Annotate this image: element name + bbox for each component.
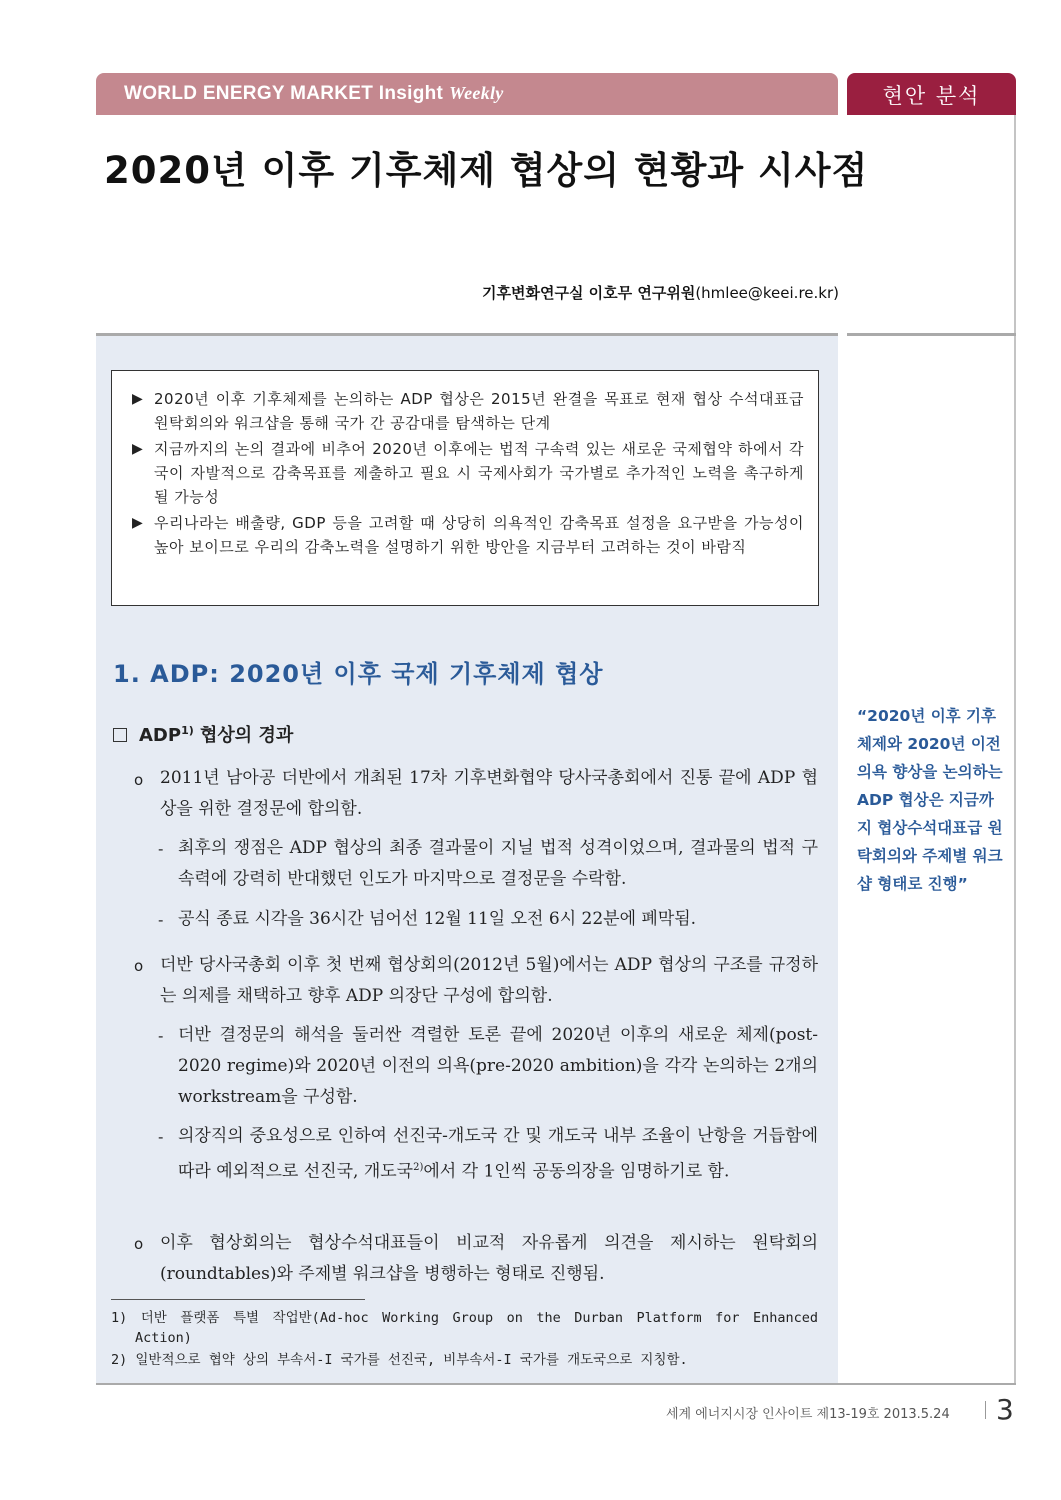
footnote-ref: 2) <box>413 1162 424 1173</box>
sub-paragraph: 공식 종료 시각을 36시간 넘어선 12월 11일 오전 6시 22분에 폐막됨. <box>178 909 697 929</box>
publication-name: WORLD ENERGY MARKET Insight Weekly <box>124 83 504 104</box>
footer-divider <box>985 1401 986 1419</box>
dash-bullet-icon: - <box>158 840 164 858</box>
dash-bullet-icon: - <box>158 911 164 929</box>
paragraph: 이후 협상회의는 협상수석대표들이 비교적 자유롭게 의견을 제시하는 원탁회의(roundtables)와 주제별 워크샵을 병행하는 형태로 진행됨. <box>160 1233 818 1284</box>
circle-bullet-icon: o <box>134 771 144 789</box>
summary-item: ▶ 지금까지의 논의 결과에 비추어 2020년 이후에는 법적 구속력 있는 새로운 국제협약 하에서 각국이 자발적으로 감축목표를 제출하고 필요 시 국제사회가 국가별로 추가적인 노력을 촉구하게 될 가능성 <box>132 437 804 509</box>
paragraph: 2011년 남아공 더반에서 개최된 17차 기후변화협약 당사국총회에서 진통 끝에 ADP 협상을 위한 결정문에 합의함. <box>160 768 818 819</box>
title-separator-side <box>847 333 1016 336</box>
footnote-ref: 1) <box>181 724 194 737</box>
author-name: 기후변화연구실 이호무 연구위원 <box>482 284 696 302</box>
footnote-rule <box>111 1299 365 1300</box>
summary-item: ▶ 우리나라는 배출량, GDP 등을 고려할 때 상당히 의욕적인 감축목표 설정을 요구받을 가능성이 높아 보이므로 우리의 감축노력을 설명하기 위한 방안을 지금부터 고려하는 것이 바람직 <box>132 511 804 559</box>
footnote: 2) 일반적으로 협약 상의 부속서-I 국가를 선진국, 비부속서-I 국가를 개도국으로 지칭함. <box>111 1352 688 1368</box>
circle-bullet-icon: o <box>134 1235 144 1253</box>
footnote: 1) 더반 플랫폼 특별 작업반(Ad-hoc Working Group on the Durban Platform for Enhanced Action) <box>111 1310 818 1346</box>
dash-bullet-icon: - <box>158 1128 164 1146</box>
summary-item: ▶ 2020년 이후 기후체제를 논의하는 ADP 협상은 2015년 완결을 목표로 현재 협상 수석대표급 원탁회의와 워크샵을 통해 국가 간 공감대를 탐색하는 단계 <box>132 387 804 435</box>
summary-box <box>111 370 819 606</box>
footer-text: 세계 에너지시장 인사이트 제13-19호 2013.5.24 <box>666 1407 950 1422</box>
dash-bullet-icon: - <box>158 1027 164 1045</box>
page-title: 2020년 이후 기후체제 협상의 현황과 시사점 <box>104 149 869 192</box>
side-pull-quote: “2020년 이후 기후체제와 2020년 이전 의욕 향상을 논의하는 ADP 협상은 지금까지 협상수석대표급 원탁회의와 주제별 워크샵 형태로 진행” <box>857 707 1003 893</box>
circle-bullet-icon: o <box>134 957 144 975</box>
bottom-rule <box>96 1383 1016 1385</box>
weekly-label: Weekly <box>449 83 504 103</box>
right-margin-rule <box>1014 115 1016 1385</box>
section-tab: 현안 분석 <box>847 73 1016 115</box>
subsection-heading: ADP$^{1)}$ 협상의 경과 <box>113 721 293 747</box>
section-heading: 1. ADP: 2020년 이후 국제 기후체제 협상 <box>113 660 604 688</box>
checkbox-square-icon <box>113 728 127 742</box>
author-email: (hmlee@keei.re.kr) <box>695 284 839 302</box>
author-line <box>482 282 839 303</box>
sub-paragraph: 최후의 쟁점은 ADP 협상의 최종 결과물이 지닐 법적 성격이었으며, 결과물의 법적 구속력에 강력히 반대했던 인도가 마지막으로 결정문을 수락함. <box>178 838 818 889</box>
sub-paragraph: 의장직의 중요성으로 인하여 선진국-개도국 간 및 개도국 내부 조율이 난항을 거듭함에 따라 예외적으로 선진국, 개도국$^{2)}$에서 각 1인씩 공동의장을 임명하기로 함. <box>178 1126 818 1182</box>
page-number: 3 <box>996 1393 1014 1426</box>
paragraph: 더반 당사국총회 이후 첫 번째 협상회의(2012년 5월)에서는 ADP 협상의 구조를 규정하는 의제를 채택하고 향후 ADP 의장단 구성에 합의함. <box>160 955 818 1006</box>
sub-paragraph: 더반 결정문의 해석을 둘러싼 격렬한 토론 끝에 2020년 이후의 새로운 체제(post-2020 regime)와 2020년 이전의 의욕(pre-2020 ambition)을 각각 논의하는 2개의 workstream을 구성함. <box>178 1025 818 1107</box>
